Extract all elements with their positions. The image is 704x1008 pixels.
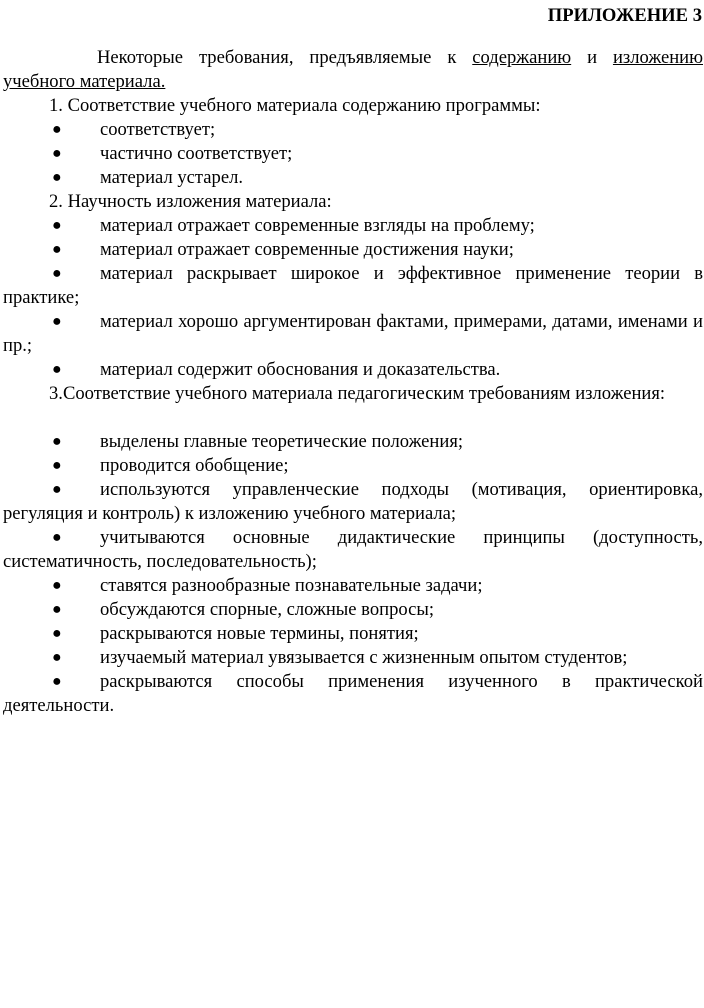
bullet-icon: ● (52, 121, 62, 138)
section-2-title: 2. Научность изложения материала: (49, 191, 332, 212)
list-item (3, 238, 703, 262)
list-item-text: материал отражает современные достижения науки; (100, 239, 514, 260)
bullet-icon: ● (52, 625, 62, 642)
bullet-icon: ● (52, 577, 62, 594)
list-item (3, 574, 703, 598)
intro-paragraph (3, 46, 703, 94)
list-item-text: раскрываются новые термины, понятия; (100, 623, 419, 644)
section-1-title: 1. Соответствие учебного материала содержанию программы: (49, 95, 541, 116)
list-item-text: материал хорошо аргументирован фактами, примерами, датами, именами и пр.; (3, 311, 703, 356)
list-item-text: учитываются основные дидактические принципы (доступность, систематичность, последовательность); (3, 527, 703, 572)
list-item-text: материал устарел. (100, 167, 244, 188)
list-item-text: материал раскрывает широкое и эффективное применение теории в практике; (3, 263, 703, 308)
intro-content-word: содержанию (472, 47, 572, 68)
list-item-text: изучаемый материал увязывается с жизненным опытом студентов; (100, 647, 628, 668)
list-item-text: материал отражает современные взгляды на проблему; (100, 215, 535, 236)
list-item (3, 598, 703, 622)
list-item (3, 478, 703, 526)
intro-text-middle: и (571, 47, 613, 68)
list-item (3, 526, 703, 574)
bullet-icon: ● (52, 217, 62, 234)
list-item-text: соответствует; (100, 119, 216, 140)
list-item (3, 310, 703, 358)
list-item-text: ставятся разнообразные познавательные задачи; (100, 575, 483, 596)
bullet-icon: ● (52, 649, 62, 666)
list-item (3, 430, 703, 454)
list-item-text: частично соответствует; (100, 143, 293, 164)
bullet-icon: ● (52, 673, 62, 690)
list-item-text: раскрываются способы применения изученного в практической деятельности. (3, 671, 703, 716)
list-item-text: обсуждаются спорные, сложные вопросы; (100, 599, 435, 620)
appendix-title: ПРИЛОЖЕНИЕ 3 (547, 5, 702, 26)
bullet-icon: ● (52, 241, 62, 258)
bullet-icon: ● (52, 361, 62, 378)
list-item-text: материал содержит обоснования и доказательства. (100, 359, 501, 380)
intro-text-start: Некоторые требования, предъявляемые к (97, 47, 473, 68)
list-item (3, 622, 703, 646)
bullet-icon: ● (52, 169, 62, 186)
list-item (3, 142, 703, 166)
list-item (3, 670, 703, 718)
bullet-icon: ● (52, 265, 62, 282)
bullet-icon: ● (52, 145, 62, 162)
bullet-icon: ● (52, 529, 62, 546)
intro-presentation-phrase: изложению учебного материала. (3, 47, 703, 92)
list-item (3, 118, 703, 142)
list-item (3, 214, 703, 238)
bullet-icon: ● (52, 601, 62, 618)
list-item (3, 262, 703, 310)
list-item (3, 358, 703, 382)
bullet-icon: ● (52, 457, 62, 474)
section-3-title: 3.Соответствие учебного материала педагогическим требованиям изложения: (49, 383, 666, 404)
list-item (3, 454, 703, 478)
bullet-icon: ● (52, 433, 62, 450)
list-item (3, 166, 703, 190)
list-item-text: выделены главные теоретические положения; (100, 431, 464, 452)
list-item (3, 646, 703, 670)
bullet-icon: ● (52, 481, 62, 498)
list-item-text: используются управленческие подходы (мотивация, ориентировка, регуляция и контроль) к изложению учебного материала; (3, 479, 703, 524)
bullet-icon: ● (52, 313, 62, 330)
list-item-text: проводится обобщение; (100, 455, 289, 476)
